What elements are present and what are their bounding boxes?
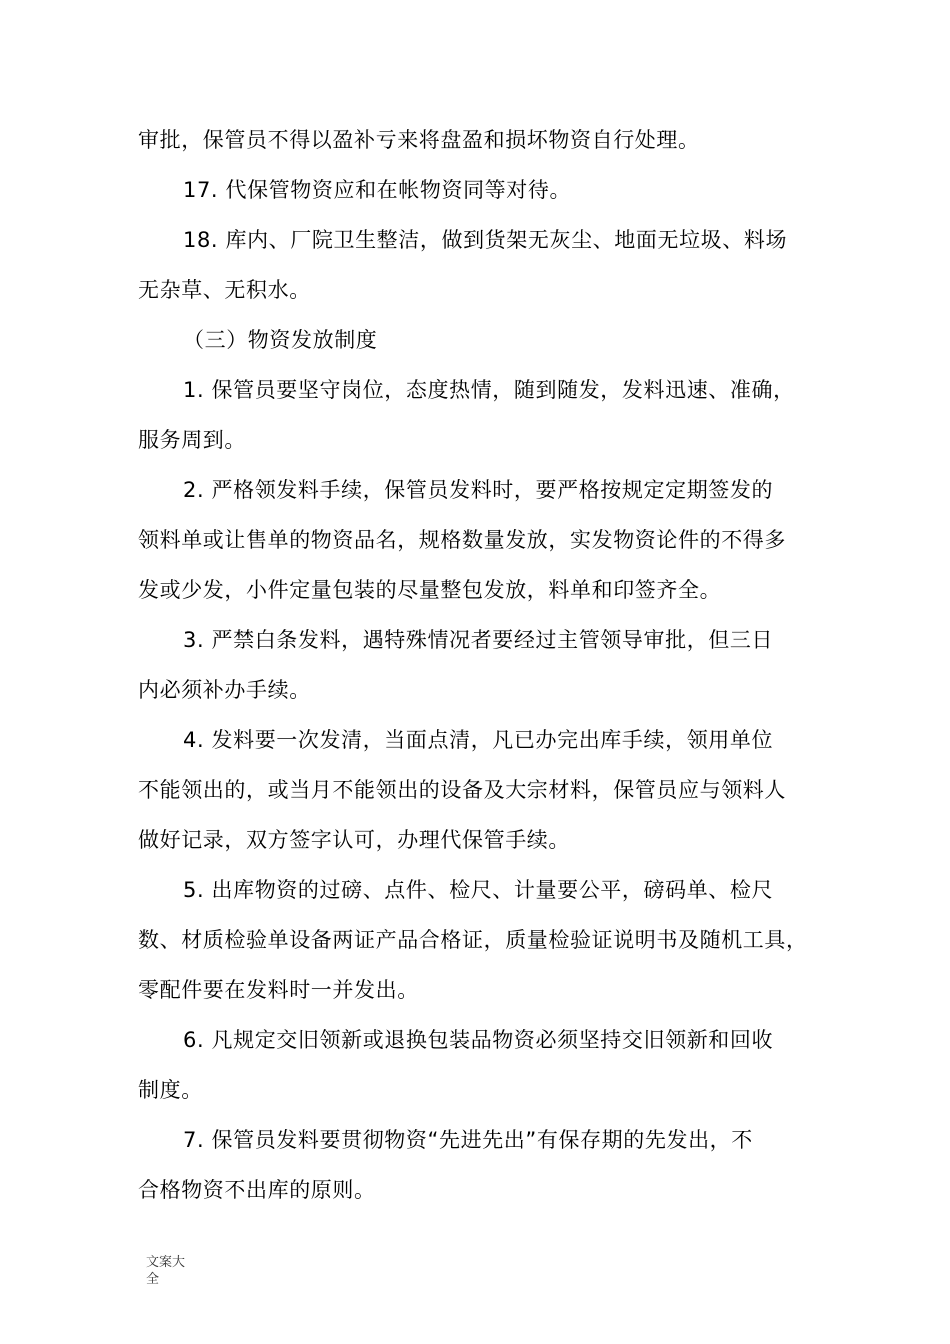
- item-5-line-2: 数、材质检验单设备两证产品合格证，质量检验证说明书及随机工具，: [138, 928, 808, 952]
- item-1-line-1: 1. 保管员要坚守岗位，态度热情，随到随发，发料迅速、准确，: [183, 378, 795, 402]
- item-6-line-1: 6. 凡规定交旧领新或退换包装品物资必须坚持交旧领新和回收: [183, 1028, 774, 1052]
- item-5-line-1: 5. 出库物资的过磅、点件、检尺、计量要公平，磅码单、检尺: [183, 878, 774, 902]
- item-1-line-2: 服务周到。: [138, 428, 246, 452]
- item-4-line-2: 不能领出的，或当月不能领出的设备及大宗材料，保管员应与领料人: [138, 778, 786, 802]
- item-17-line: 17. 代保管物资应和在帐物资同等对待。: [183, 178, 572, 202]
- item-4-line-3: 做好记录，双方签字认可，办理代保管手续。: [138, 828, 570, 852]
- footer-label: 文案大全: [146, 1255, 186, 1287]
- item-18-line-1: 18. 库内、厂院卫生整洁，做到货架无灰尘、地面无垃圾、料场: [183, 228, 788, 252]
- item-5-line-3: 零配件要在发料时一并发出。: [138, 978, 419, 1002]
- item-6-line-2: 制度。: [138, 1078, 203, 1102]
- item-2-line-3: 发或少发，小件定量包装的尽量整包发放，料单和印签齐全。: [138, 578, 722, 602]
- item-3-line-2: 内必须补办手续。: [138, 678, 311, 702]
- item-3-line-1: 3. 严禁白条发料，遇特殊情况者要经过主管领导审批，但三日: [183, 628, 774, 652]
- section-heading: （三）物资发放制度: [183, 328, 378, 352]
- item-7-line-1: 7. 保管员发料要贯彻物资“先进先出”有保存期的先发出，不: [183, 1128, 753, 1152]
- item-2-line-1: 2. 严格领发料手续，保管员发料时，要严格按规定定期签发的: [183, 478, 774, 502]
- item-18-line-2: 无杂草、无积水。: [138, 278, 311, 302]
- item-7-line-2: 合格物资不出库的原则。: [138, 1178, 376, 1202]
- text-line-1: 审批，保管员不得以盈补亏来将盘盈和损坏物资自行处理。: [138, 128, 700, 152]
- item-4-line-1: 4. 发料要一次发清，当面点清，凡已办完出库手续，领用单位: [183, 728, 774, 752]
- item-2-line-2: 领料单或让售单的物资品名，规格数量发放，实发物资论件的不得多: [138, 528, 786, 552]
